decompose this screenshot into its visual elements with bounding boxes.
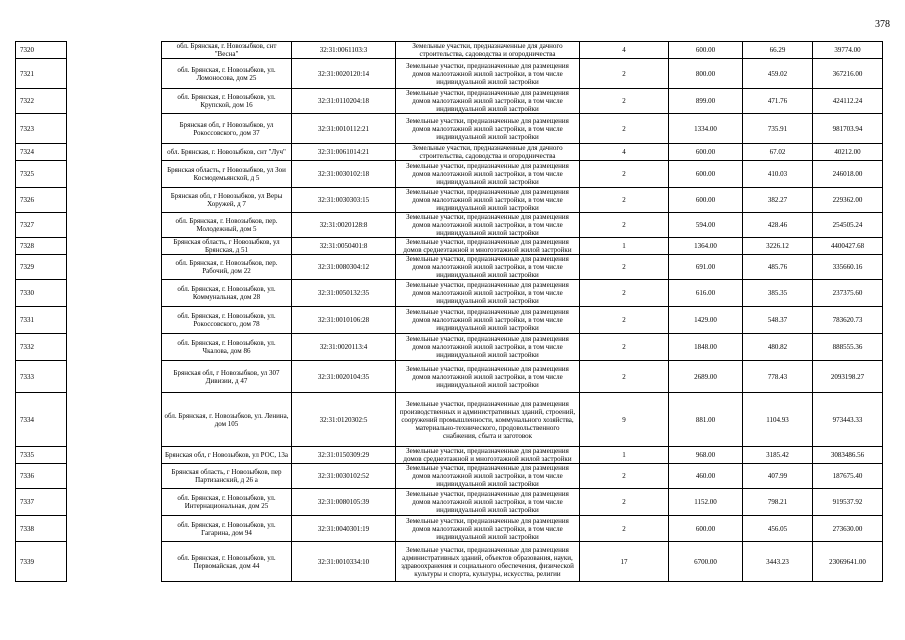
table-row bbox=[16, 188, 883, 213]
row-number: 7324 bbox=[16, 144, 67, 161]
row-land-use: Земельные участки, предназначенные для размещения домов малоэтажной жилой застройки, в том числе индивидуальной жилой застройки bbox=[396, 464, 580, 489]
row-total-value: 273630.00 bbox=[813, 516, 883, 542]
table-row bbox=[16, 489, 883, 516]
row-spacer bbox=[67, 238, 162, 255]
table-row bbox=[16, 255, 883, 280]
row-land-use: Земельные участки, предназначенные для размещения производственных и административных зданий, строений, сооружений промышленности, коммунального хозяйства, материально-технического, продовольственного снабжения, сбыта и заготовок bbox=[396, 393, 580, 447]
row-cadastral-number: 32:31:0120302:5 bbox=[292, 393, 396, 447]
table-row bbox=[16, 334, 883, 361]
row-group: 2 bbox=[580, 464, 669, 489]
row-spacer bbox=[67, 42, 162, 59]
row-address: обл. Брянская, г. Новозыбков, ул. Крупской, дом 16 bbox=[162, 89, 292, 114]
row-number: 7335 bbox=[16, 447, 67, 464]
row-price: 66.29 bbox=[743, 42, 813, 59]
row-spacer bbox=[67, 161, 162, 188]
row-land-use: Земельные участки, предназначенные для размещения административных зданий, объектов образования, науки, здравоохранения и социального обеспечения, физической культуры и спорта, культуры, искусства, религии bbox=[396, 542, 580, 582]
row-cadastral-number: 32:31:0040301:19 bbox=[292, 516, 396, 542]
row-group: 2 bbox=[580, 255, 669, 280]
row-cadastral-number: 32:31:0020113:4 bbox=[292, 334, 396, 361]
row-total-value: 237375.60 bbox=[813, 280, 883, 307]
row-price: 3185.42 bbox=[743, 447, 813, 464]
row-area: 600.00 bbox=[669, 188, 743, 213]
row-land-use: Земельные участки, предназначенные для размещения домов малоэтажной жилой застройки, в том числе индивидуальной жилой застройки bbox=[396, 213, 580, 238]
row-group: 17 bbox=[580, 542, 669, 582]
row-area: 1429.00 bbox=[669, 307, 743, 334]
row-spacer bbox=[67, 307, 162, 334]
table-row bbox=[16, 307, 883, 334]
row-total-value: 424112.24 bbox=[813, 89, 883, 114]
row-land-use: Земельные участки, предназначенные для размещения домов малоэтажной жилой застройки, в том числе индивидуальной жилой застройки bbox=[396, 489, 580, 516]
row-total-value: 246018.00 bbox=[813, 161, 883, 188]
row-area: 2689.00 bbox=[669, 361, 743, 393]
row-address: обл. Брянская, г. Новозыбков, ул. Рокоссовского, дом 78 bbox=[162, 307, 292, 334]
row-total-value: 888555.36 bbox=[813, 334, 883, 361]
row-total-value: 783620.73 bbox=[813, 307, 883, 334]
row-group: 2 bbox=[580, 188, 669, 213]
row-price: 3443.23 bbox=[743, 542, 813, 582]
row-price: 428.46 bbox=[743, 213, 813, 238]
row-price: 480.82 bbox=[743, 334, 813, 361]
row-land-use: Земельные участки, предназначенные для размещения домов малоэтажной жилой застройки, в том числе индивидуальной жилой застройки bbox=[396, 280, 580, 307]
row-spacer bbox=[67, 280, 162, 307]
row-address: обл. Брянская, г. Новозыбков, пер. Рабочий, дом 22 bbox=[162, 255, 292, 280]
row-number: 7337 bbox=[16, 489, 67, 516]
row-group: 9 bbox=[580, 393, 669, 447]
row-number: 7327 bbox=[16, 213, 67, 238]
row-area: 691.00 bbox=[669, 255, 743, 280]
row-spacer bbox=[67, 59, 162, 89]
row-number: 7339 bbox=[16, 542, 67, 582]
row-total-value: 919537.92 bbox=[813, 489, 883, 516]
row-spacer bbox=[67, 489, 162, 516]
row-price: 548.37 bbox=[743, 307, 813, 334]
row-group: 2 bbox=[580, 114, 669, 144]
land-registry-body bbox=[16, 42, 883, 582]
row-total-value: 254505.24 bbox=[813, 213, 883, 238]
table-row bbox=[16, 542, 883, 582]
row-land-use: Земельные участки, предназначенные для размещения домов малоэтажной жилой застройки, в том числе индивидуальной жилой застройки bbox=[396, 114, 580, 144]
row-land-use: Земельные участки, предназначенные для дачного строительства, садоводства и огородничества bbox=[396, 42, 580, 59]
row-spacer bbox=[67, 516, 162, 542]
row-number: 7320 bbox=[16, 42, 67, 59]
row-group: 4 bbox=[580, 144, 669, 161]
row-area: 600.00 bbox=[669, 144, 743, 161]
row-address: обл. Брянская, г. Новозыбков, ул. Интернациональная, дом 25 bbox=[162, 489, 292, 516]
row-spacer bbox=[67, 542, 162, 582]
row-total-value: 3083486.56 bbox=[813, 447, 883, 464]
row-total-value: 981703.94 bbox=[813, 114, 883, 144]
row-spacer bbox=[67, 255, 162, 280]
row-price: 471.76 bbox=[743, 89, 813, 114]
row-group: 2 bbox=[580, 89, 669, 114]
row-area: 600.00 bbox=[669, 161, 743, 188]
row-address: обл. Брянская, г. Новозыбков, ул. Ленина, дом 105 bbox=[162, 393, 292, 447]
row-spacer bbox=[67, 188, 162, 213]
table-row bbox=[16, 280, 883, 307]
row-cadastral-number: 32:31:0061014:21 bbox=[292, 144, 396, 161]
row-land-use: Земельные участки, предназначенные для размещения домов малоэтажной жилой застройки, в том числе индивидуальной жилой застройки bbox=[396, 361, 580, 393]
row-address: обл. Брянская, г. Новозыбков, ул. Чкалова, дом 86 bbox=[162, 334, 292, 361]
table-row bbox=[16, 464, 883, 489]
row-area: 1848.00 bbox=[669, 334, 743, 361]
row-cadastral-number: 32:31:0050401:8 bbox=[292, 238, 396, 255]
row-address: обл. Брянская, г. Новозыбков, снт "Луч" bbox=[162, 144, 292, 161]
row-area: 594.00 bbox=[669, 213, 743, 238]
row-cadastral-number: 32:31:0110204:18 bbox=[292, 89, 396, 114]
row-number: 7323 bbox=[16, 114, 67, 144]
row-total-value: 335660.16 bbox=[813, 255, 883, 280]
row-cadastral-number: 32:31:0020104:35 bbox=[292, 361, 396, 393]
row-number: 7329 bbox=[16, 255, 67, 280]
row-total-value: 2093198.27 bbox=[813, 361, 883, 393]
table-row bbox=[16, 42, 883, 59]
row-number: 7334 bbox=[16, 393, 67, 447]
row-cadastral-number: 32:31:0030303:15 bbox=[292, 188, 396, 213]
row-total-value: 367216.00 bbox=[813, 59, 883, 89]
row-land-use: Земельные участки, предназначенные для размещения домов среднеэтажной и многоэтажной жилой застройки bbox=[396, 447, 580, 464]
row-number: 7332 bbox=[16, 334, 67, 361]
row-land-use: Земельные участки, предназначенные для размещения домов малоэтажной жилой застройки, в том числе индивидуальной жилой застройки bbox=[396, 89, 580, 114]
row-cadastral-number: 32:31:0010334:10 bbox=[292, 542, 396, 582]
row-group: 2 bbox=[580, 307, 669, 334]
row-number: 7333 bbox=[16, 361, 67, 393]
row-group: 2 bbox=[580, 334, 669, 361]
row-cadastral-number: 32:31:0080105:39 bbox=[292, 489, 396, 516]
row-address: обл. Брянская, г. Новозыбков, ул. Коммунальная, дом 28 bbox=[162, 280, 292, 307]
row-spacer bbox=[67, 144, 162, 161]
row-land-use: Земельные участки, предназначенные для размещения домов малоэтажной жилой застройки, в том числе индивидуальной жилой застройки bbox=[396, 334, 580, 361]
row-number: 7328 bbox=[16, 238, 67, 255]
row-land-use: Земельные участки, предназначенные для размещения домов малоэтажной жилой застройки, в том числе индивидуальной жилой застройки bbox=[396, 307, 580, 334]
row-address: Брянская область, г Новозыбков, ул Брянская, д 51 bbox=[162, 238, 292, 255]
row-group: 2 bbox=[580, 361, 669, 393]
row-spacer bbox=[67, 213, 162, 238]
row-address: обл. Брянская, г. Новозыбков, ул. Ломоносова, дом 25 bbox=[162, 59, 292, 89]
row-price: 67.02 bbox=[743, 144, 813, 161]
row-address: Брянская обл, г Новозыбков, ул Веры Хоружей, д 7 bbox=[162, 188, 292, 213]
row-area: 6700.00 bbox=[669, 542, 743, 582]
row-price: 3226.12 bbox=[743, 238, 813, 255]
row-area: 600.00 bbox=[669, 42, 743, 59]
row-number: 7330 bbox=[16, 280, 67, 307]
row-number: 7322 bbox=[16, 89, 67, 114]
row-cadastral-number: 32:31:0030102:52 bbox=[292, 464, 396, 489]
row-cadastral-number: 32:31:0030102:18 bbox=[292, 161, 396, 188]
row-total-value: 39774.00 bbox=[813, 42, 883, 59]
row-area: 968.00 bbox=[669, 447, 743, 464]
row-group: 2 bbox=[580, 516, 669, 542]
table-row bbox=[16, 393, 883, 447]
row-address: Брянская область, г Новозыбков, пер Партизанский, д 26 а bbox=[162, 464, 292, 489]
row-number: 7331 bbox=[16, 307, 67, 334]
row-area: 1364.00 bbox=[669, 238, 743, 255]
row-number: 7338 bbox=[16, 516, 67, 542]
row-address: Брянская обл, г Новозыбков, ул 307 Дивизии, д 47 bbox=[162, 361, 292, 393]
row-address: обл. Брянская, г. Новозыбков, ул. Гагарина, дом 94 bbox=[162, 516, 292, 542]
row-spacer bbox=[67, 114, 162, 144]
row-price: 778.43 bbox=[743, 361, 813, 393]
table-row bbox=[16, 238, 883, 255]
page-number: 378 bbox=[875, 19, 890, 30]
row-group: 2 bbox=[580, 161, 669, 188]
row-cadastral-number: 32:31:0150309:29 bbox=[292, 447, 396, 464]
row-group: 2 bbox=[580, 489, 669, 516]
row-area: 600.00 bbox=[669, 516, 743, 542]
row-area: 899.00 bbox=[669, 89, 743, 114]
table-row bbox=[16, 144, 883, 161]
table-row bbox=[16, 114, 883, 144]
row-cadastral-number: 32:31:0050132:35 bbox=[292, 280, 396, 307]
row-cadastral-number: 32:31:0010106:28 bbox=[292, 307, 396, 334]
table-row bbox=[16, 59, 883, 89]
row-price: 459.02 bbox=[743, 59, 813, 89]
row-area: 1334.00 bbox=[669, 114, 743, 144]
row-land-use: Земельные участки, предназначенные для размещения домов среднеэтажной и многоэтажной жилой застройки bbox=[396, 238, 580, 255]
table-row bbox=[16, 161, 883, 188]
row-group: 1 bbox=[580, 238, 669, 255]
row-cadastral-number: 32:31:0061103:3 bbox=[292, 42, 396, 59]
row-group: 2 bbox=[580, 59, 669, 89]
row-address: Брянская обл, г Новозыбков, ул РОС, 13а bbox=[162, 447, 292, 464]
row-spacer bbox=[67, 334, 162, 361]
row-area: 616.00 bbox=[669, 280, 743, 307]
row-address: Брянская обл, г Новозыбков, ул Рокоссовского, дом 37 bbox=[162, 114, 292, 144]
row-total-value: 40212.00 bbox=[813, 144, 883, 161]
row-spacer bbox=[67, 464, 162, 489]
row-total-value: 4400427.68 bbox=[813, 238, 883, 255]
row-total-value: 23069641.00 bbox=[813, 542, 883, 582]
row-total-value: 187675.40 bbox=[813, 464, 883, 489]
row-cadastral-number: 32:31:0010112:21 bbox=[292, 114, 396, 144]
row-area: 1152.00 bbox=[669, 489, 743, 516]
land-registry-table bbox=[15, 41, 883, 582]
row-cadastral-number: 32:31:0020128:8 bbox=[292, 213, 396, 238]
row-group: 4 bbox=[580, 42, 669, 59]
table-row bbox=[16, 89, 883, 114]
row-number: 7325 bbox=[16, 161, 67, 188]
row-number: 7336 bbox=[16, 464, 67, 489]
row-land-use: Земельные участки, предназначенные для размещения домов малоэтажной жилой застройки, в том числе индивидуальной жилой застройки bbox=[396, 161, 580, 188]
row-spacer bbox=[67, 361, 162, 393]
row-price: 1104.93 bbox=[743, 393, 813, 447]
row-price: 456.05 bbox=[743, 516, 813, 542]
row-land-use: Земельные участки, предназначенные для размещения домов малоэтажной жилой застройки, в том числе индивидуальной жилой застройки bbox=[396, 188, 580, 213]
row-price: 410.03 bbox=[743, 161, 813, 188]
table-row bbox=[16, 516, 883, 542]
table-row bbox=[16, 213, 883, 238]
row-group: 2 bbox=[580, 213, 669, 238]
row-group: 1 bbox=[580, 447, 669, 464]
row-price: 385.35 bbox=[743, 280, 813, 307]
row-address: Брянская область, г Новозыбков, ул Зои Космодемьянской, д 5 bbox=[162, 161, 292, 188]
row-area: 881.00 bbox=[669, 393, 743, 447]
row-price: 735.91 bbox=[743, 114, 813, 144]
row-price: 407.99 bbox=[743, 464, 813, 489]
table-row bbox=[16, 361, 883, 393]
row-land-use: Земельные участки, предназначенные для размещения домов малоэтажной жилой застройки, в том числе индивидуальной жилой застройки bbox=[396, 255, 580, 280]
row-number: 7326 bbox=[16, 188, 67, 213]
row-area: 800.00 bbox=[669, 59, 743, 89]
row-address: обл. Брянская, г. Новозыбков, пер. Молодежный, дом 5 bbox=[162, 213, 292, 238]
row-area: 460.00 bbox=[669, 464, 743, 489]
row-address: обл. Брянская, г. Новозыбков, ул. Первомайская, дом 44 bbox=[162, 542, 292, 582]
row-cadastral-number: 32:31:0080304:12 bbox=[292, 255, 396, 280]
row-price: 798.21 bbox=[743, 489, 813, 516]
table-row bbox=[16, 447, 883, 464]
row-group: 2 bbox=[580, 280, 669, 307]
row-total-value: 973443.33 bbox=[813, 393, 883, 447]
row-total-value: 229362.00 bbox=[813, 188, 883, 213]
row-spacer bbox=[67, 447, 162, 464]
row-land-use: Земельные участки, предназначенные для размещения домов малоэтажной жилой застройки, в том числе индивидуальной жилой застройки bbox=[396, 516, 580, 542]
row-spacer bbox=[67, 89, 162, 114]
row-land-use: Земельные участки, предназначенные для дачного строительства, садоводства и огородничества bbox=[396, 144, 580, 161]
row-number: 7321 bbox=[16, 59, 67, 89]
row-spacer bbox=[67, 393, 162, 447]
row-address: обл. Брянская, г. Новозыбков, снт "Весна" bbox=[162, 42, 292, 59]
row-price: 382.27 bbox=[743, 188, 813, 213]
row-price: 485.76 bbox=[743, 255, 813, 280]
row-land-use: Земельные участки, предназначенные для размещения домов малоэтажной жилой застройки, в том числе индивидуальной жилой застройки bbox=[396, 59, 580, 89]
row-cadastral-number: 32:31:0020120:14 bbox=[292, 59, 396, 89]
